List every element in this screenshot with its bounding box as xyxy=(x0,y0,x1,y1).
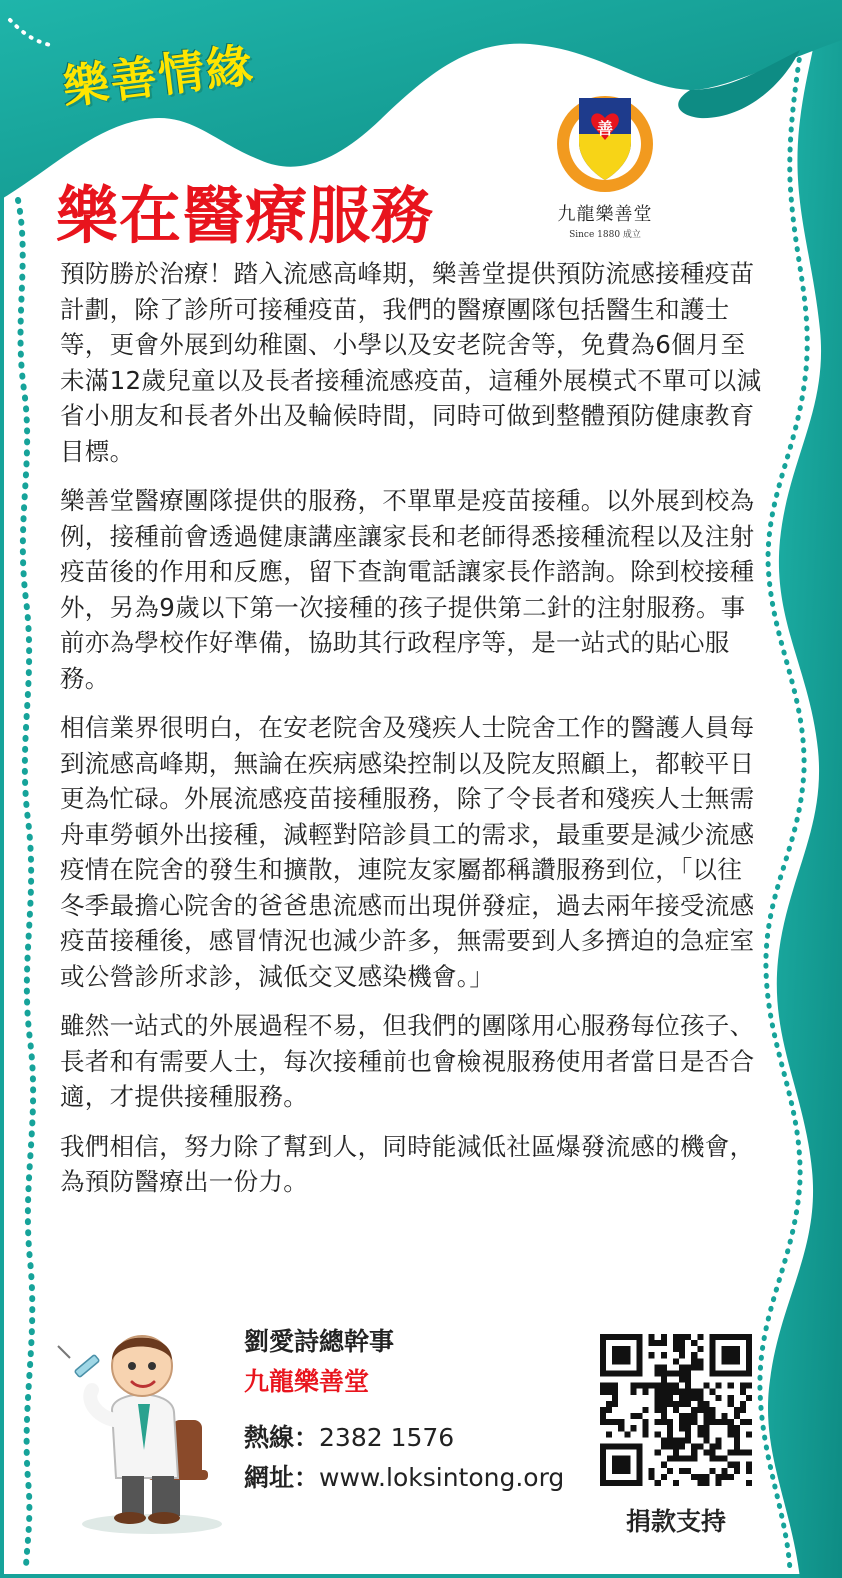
hotline-label: 熱線： xyxy=(244,1423,320,1452)
paragraph: 我們相信，努力除了幫到人，同時能減低社區爆發流感的機會，為預防醫療出一份力。 xyxy=(60,1131,755,1196)
doctor-with-syringe-icon xyxy=(52,1300,252,1540)
article-body xyxy=(60,256,762,1214)
svg-text:善: 善 xyxy=(596,119,614,138)
brand-banner: 樂善情緣 xyxy=(59,37,257,115)
qr-caption: 捐款支持 xyxy=(625,1507,726,1536)
hotline-number[interactable]: 2382 1576 xyxy=(319,1423,455,1452)
signature-block xyxy=(244,1322,574,1498)
website-link[interactable]: www.loksintong.org xyxy=(319,1463,565,1492)
organization-logo xyxy=(540,84,670,250)
lok-sin-tong-crest-icon xyxy=(549,84,661,196)
logo-since: Since 1880 成立 xyxy=(569,230,641,240)
paragraph: 相信業界很明白，在安老院舍及殘疾人士院舍工作的醫護人員每到流感高峰期，無論在疾病感染控制以及院友照顧上，都較平日更為忙碌。外展流感疫苗接種服務，除了令長者和殘疾人士無需舟車勞頓外出接種，減輕對陪診員工的需求，最重要是減少流感疫情在院舍的發生和擴散，連院友家屬都稱讚服務到位，「以往冬季最擔心院舍的爸爸患流感而出現併發症，過去兩年接受流感疫苗接種後，感冒情況也減少許多，無需要到人多擠迫的急症室或公營診所求診，減低交叉感染機會。」 xyxy=(60,713,755,991)
signatory-name: 劉愛詩總幹事 xyxy=(244,1327,395,1356)
paragraph: 樂善堂醫療團隊提供的服務，不單單是疫苗接種。以外展到校為例，接種前會透過健康講座讓家長和老師得悉接種流程以及注射疫苗後的作用和反應，留下查詢電話讓家長作諮詢。除到校接種外，另為9歲以下第一次接種的孩子提供第二針的注射服務。事前亦為學校作好準備，協助其行政程序等，是一站式的貼心服務。 xyxy=(60,486,755,693)
hotline-row xyxy=(244,1418,574,1458)
page-title: 樂在醫療服務 xyxy=(56,179,435,252)
qr-code-icon[interactable] xyxy=(600,1334,752,1486)
website-label: 網址： xyxy=(244,1463,320,1492)
paragraph: 預防勝於治療！踏入流感高峰期，樂善堂提供預防流感接種疫苗計劃，除了診所可接種疫苗，我們的醫療團隊包括醫生和護士等，更會外展到幼稚園、小學以及安老院舍等，免費為6個月至未滿12歲兒童以及長者接種流感疫苗，這種外展模式不單可以減省小朋友和長者外出及輪候時間，同時可做到整體預防健康教育目標。 xyxy=(60,259,762,466)
paragraph: 雖然一站式的外展過程不易，但我們的團隊用心服務每位孩子、長者和有需要人士，每次接種前也會檢視服務使用者當日是否合適，才提供接種服務。 xyxy=(60,1011,755,1111)
signatory-organization: 九龍樂善堂 xyxy=(244,1367,370,1396)
website-row xyxy=(244,1458,574,1498)
logo-name: 九龍樂善堂 xyxy=(557,204,653,225)
